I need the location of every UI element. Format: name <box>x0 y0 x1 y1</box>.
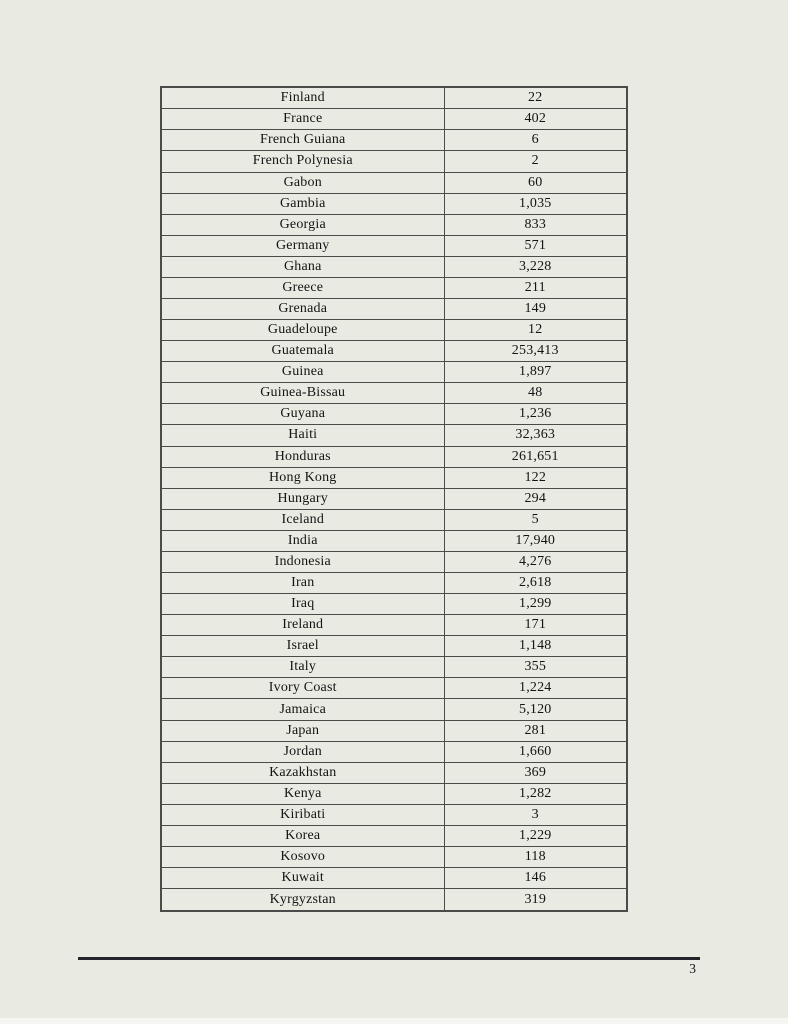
country-cell: Jamaica <box>161 699 444 720</box>
table-row <box>161 594 627 615</box>
country-cell: Guyana <box>161 404 444 425</box>
table-row <box>161 573 627 594</box>
table-row <box>161 362 627 383</box>
country-cell: Iraq <box>161 594 444 615</box>
value-cell: 355 <box>444 657 627 678</box>
table-row <box>161 825 627 846</box>
footer-rule <box>78 957 700 960</box>
value-cell: 12 <box>444 320 627 341</box>
table-row <box>161 509 627 530</box>
country-cell: Guinea <box>161 362 444 383</box>
table-row <box>161 699 627 720</box>
value-cell: 294 <box>444 488 627 509</box>
country-cell: Gabon <box>161 172 444 193</box>
table-row <box>161 130 627 151</box>
table-row <box>161 847 627 868</box>
table-row <box>161 889 627 911</box>
country-cell: Grenada <box>161 298 444 319</box>
table-row <box>161 741 627 762</box>
value-cell: 146 <box>444 868 627 889</box>
value-cell: 211 <box>444 277 627 298</box>
table-row <box>161 404 627 425</box>
value-cell: 833 <box>444 214 627 235</box>
value-cell: 571 <box>444 235 627 256</box>
country-cell: Ivory Coast <box>161 678 444 699</box>
value-cell: 281 <box>444 720 627 741</box>
value-cell: 1,897 <box>444 362 627 383</box>
table-row <box>161 320 627 341</box>
value-cell: 261,651 <box>444 446 627 467</box>
value-cell: 1,299 <box>444 594 627 615</box>
table-row <box>161 383 627 404</box>
table-row <box>161 214 627 235</box>
value-cell: 1,224 <box>444 678 627 699</box>
country-cell: India <box>161 530 444 551</box>
value-cell: 17,940 <box>444 530 627 551</box>
value-cell: 122 <box>444 467 627 488</box>
value-cell: 3,228 <box>444 256 627 277</box>
table-row <box>161 298 627 319</box>
value-cell: 5,120 <box>444 699 627 720</box>
country-cell: Guadeloupe <box>161 320 444 341</box>
table-row <box>161 446 627 467</box>
country-cell: Hungary <box>161 488 444 509</box>
value-cell: 1,236 <box>444 404 627 425</box>
value-cell: 402 <box>444 109 627 130</box>
value-cell: 369 <box>444 762 627 783</box>
country-cell: Israel <box>161 636 444 657</box>
country-cell: Kiribati <box>161 804 444 825</box>
value-cell: 3 <box>444 804 627 825</box>
country-cell: Korea <box>161 825 444 846</box>
table-row <box>161 193 627 214</box>
bottom-edge-strip <box>0 1018 788 1024</box>
table-row <box>161 151 627 172</box>
table-row <box>161 551 627 572</box>
table-row <box>161 277 627 298</box>
value-cell: 48 <box>444 383 627 404</box>
value-cell: 1,035 <box>444 193 627 214</box>
value-cell: 32,363 <box>444 425 627 446</box>
table-row <box>161 235 627 256</box>
value-cell: 1,282 <box>444 783 627 804</box>
value-cell: 6 <box>444 130 627 151</box>
table-row <box>161 762 627 783</box>
value-cell: 22 <box>444 87 627 109</box>
value-cell: 2 <box>444 151 627 172</box>
page-number: 3 <box>689 961 696 976</box>
country-cell: Greece <box>161 277 444 298</box>
value-cell: 5 <box>444 509 627 530</box>
country-cell: France <box>161 109 444 130</box>
country-cell: Indonesia <box>161 551 444 572</box>
table-row <box>161 657 627 678</box>
value-cell: 1,660 <box>444 741 627 762</box>
country-cell: Guinea-Bissau <box>161 383 444 404</box>
country-cell: Germany <box>161 235 444 256</box>
value-cell: 253,413 <box>444 341 627 362</box>
table-row <box>161 530 627 551</box>
country-cell: Gambia <box>161 193 444 214</box>
country-cell: Honduras <box>161 446 444 467</box>
table-body <box>161 87 627 911</box>
table-row <box>161 678 627 699</box>
country-cell: Japan <box>161 720 444 741</box>
country-cell: Ireland <box>161 615 444 636</box>
country-cell: Italy <box>161 657 444 678</box>
value-cell: 1,148 <box>444 636 627 657</box>
country-cell: Hong Kong <box>161 467 444 488</box>
country-cell: Kyrgyzstan <box>161 889 444 911</box>
table-row <box>161 425 627 446</box>
value-cell: 2,618 <box>444 573 627 594</box>
country-cell: Georgia <box>161 214 444 235</box>
value-cell: 60 <box>444 172 627 193</box>
table-row <box>161 804 627 825</box>
table-row <box>161 172 627 193</box>
table-row <box>161 868 627 889</box>
country-cell: Kuwait <box>161 868 444 889</box>
value-cell: 319 <box>444 889 627 911</box>
table-row <box>161 256 627 277</box>
country-cell: Jordan <box>161 741 444 762</box>
value-cell: 118 <box>444 847 627 868</box>
country-cell: Kenya <box>161 783 444 804</box>
table-row <box>161 636 627 657</box>
country-cell: Iceland <box>161 509 444 530</box>
table-row <box>161 615 627 636</box>
country-cell: Finland <box>161 87 444 109</box>
country-cell: French Guiana <box>161 130 444 151</box>
country-cell: Kosovo <box>161 847 444 868</box>
country-cell: Guatemala <box>161 341 444 362</box>
country-value-table <box>160 86 628 912</box>
country-cell: Ghana <box>161 256 444 277</box>
value-cell: 4,276 <box>444 551 627 572</box>
table-row <box>161 341 627 362</box>
value-cell: 171 <box>444 615 627 636</box>
table-row <box>161 109 627 130</box>
table-row <box>161 87 627 109</box>
country-cell: Kazakhstan <box>161 762 444 783</box>
value-cell: 149 <box>444 298 627 319</box>
country-cell: Haiti <box>161 425 444 446</box>
table-row <box>161 720 627 741</box>
table-row <box>161 488 627 509</box>
table-row <box>161 467 627 488</box>
country-cell: French Polynesia <box>161 151 444 172</box>
table-row <box>161 783 627 804</box>
value-cell: 1,229 <box>444 825 627 846</box>
country-cell: Iran <box>161 573 444 594</box>
